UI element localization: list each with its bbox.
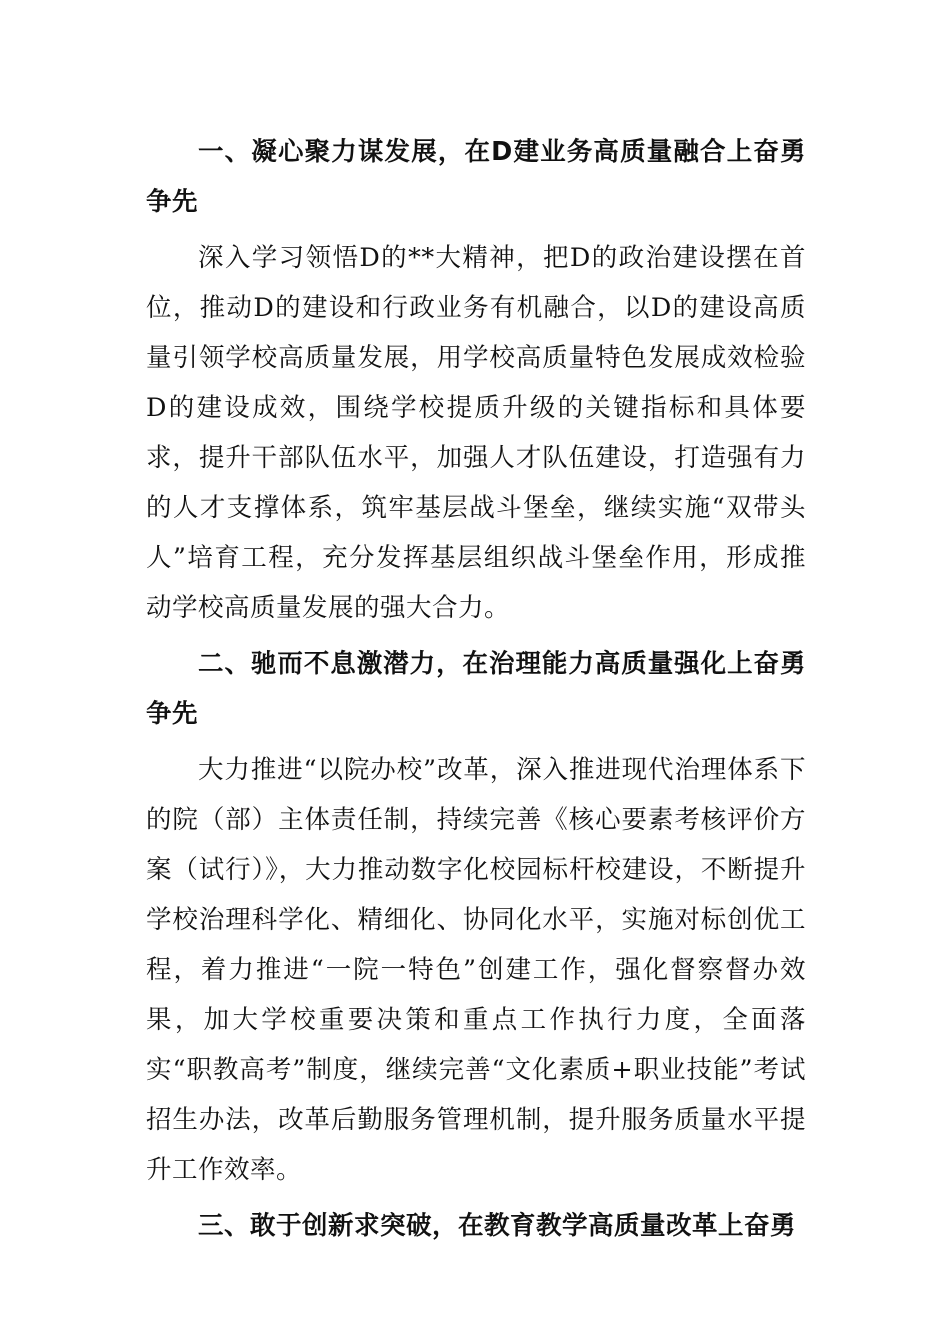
section-heading-3: 三、敢于创新求突破，在教育教学高质量改革上奋勇 — [198, 1211, 797, 1241]
section-paragraph-2: 大力推进“以院办校”改革，深入推进现代治理体系下的院（部）主体责任制，持续完善《核心要素考核评价方案（试行）》，大力推动数字化校园标杆校建设，不断提升学校治理科学化、精细化、协同化水平，实施对标创优工程，着力推进“一院一特色”创建工作，强化督察督办效果，加大学校重要决策和重点工作执行力度，全面落实“职教高考”制度，继续完善“文化素质+职业技能”考试招生办法，改革后勤服务管理机制，提升服务质量水平提升工作效率。 — [146, 755, 806, 1185]
section-paragraph-1: 深入学习领悟D的**大精神，把D的政治建设摆在首位，推动D的建设和行政业务有机融合，以D的建设高质量引领学校高质量发展，用学校高质量特色发展成效检验D的建设成效，围绕学校提质升级的关键指标和具体要求，提升干部队伍水平，加强人才队伍建设，打造强有力的人才支撑体系，筑牢基层战斗堡垒，继续实施“双带头人”培育工程，充分发挥基层组织战斗堡垒作用，形成推动学校高质量发展的强大合力。 — [146, 243, 806, 623]
section-heading-2: 二、驰而不息激潜力，在治理能力高质量强化上奋勇争先 — [146, 649, 806, 729]
section-heading-1: 一、凝心聚力谋发展，在D建业务高质量融合上奋勇争先 — [146, 137, 806, 217]
document-body — [146, 127, 806, 1257]
